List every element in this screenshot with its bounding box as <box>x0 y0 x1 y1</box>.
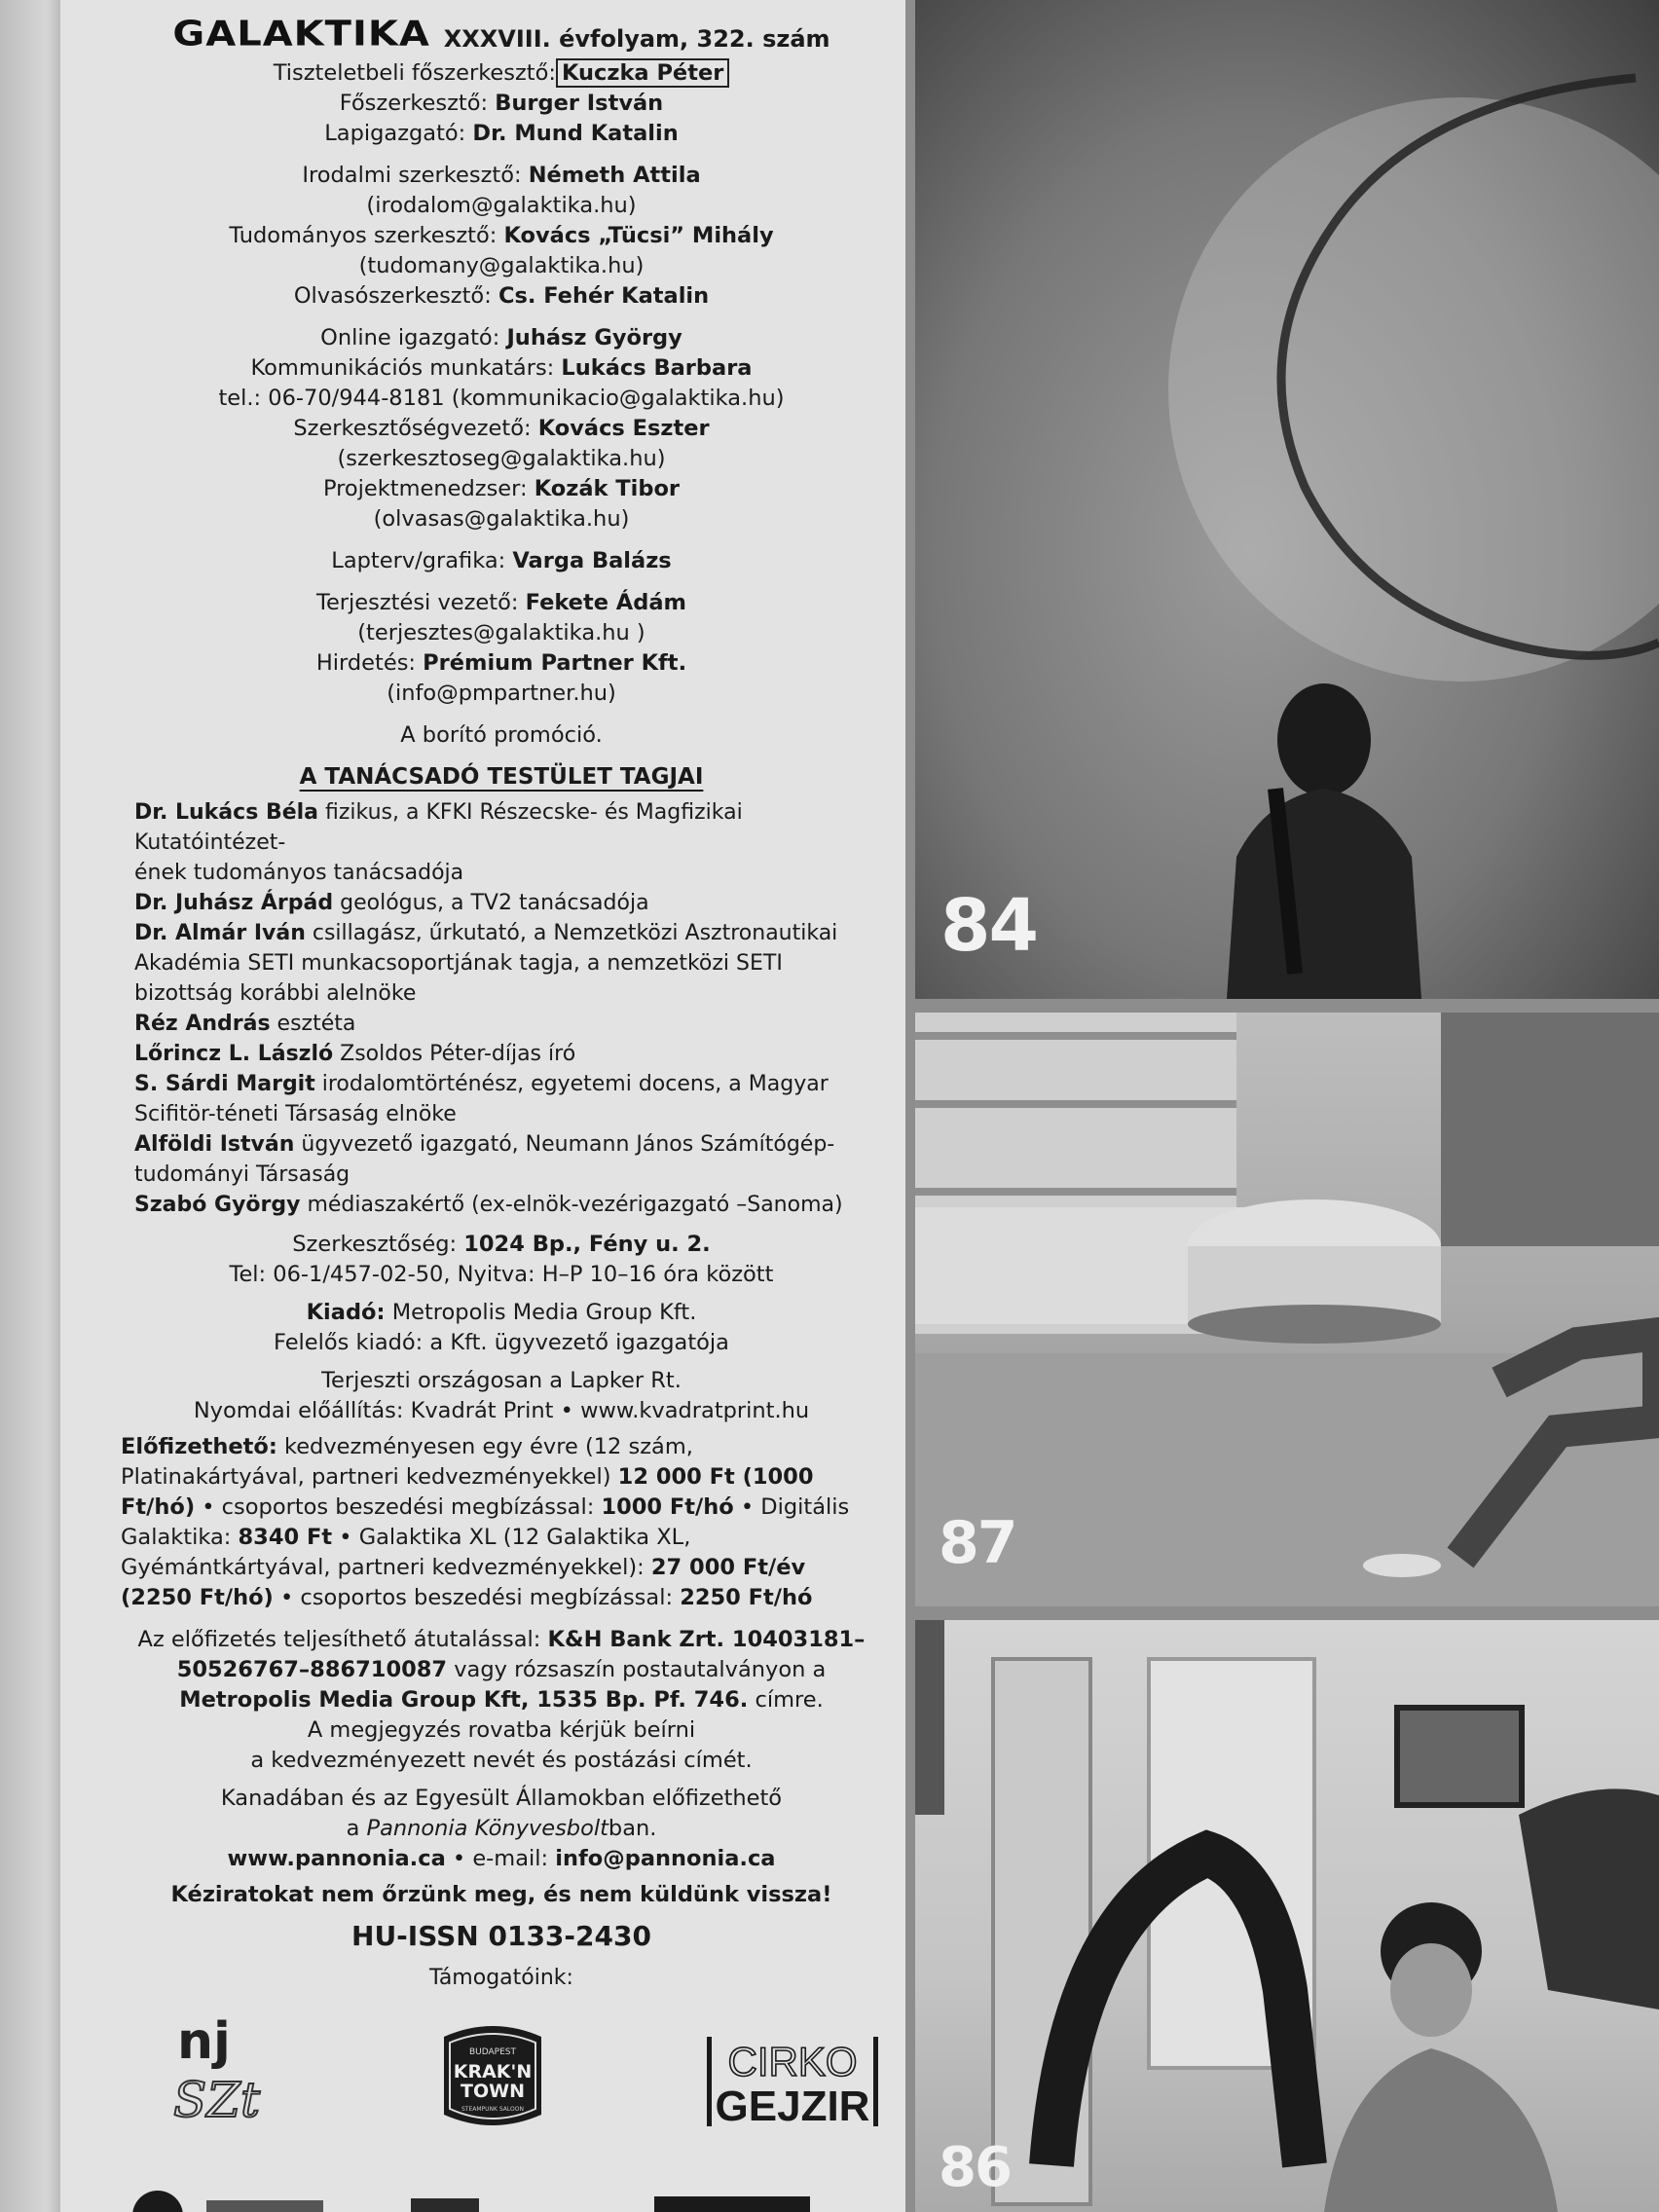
staff-communications: Kommunikációs munkatárs: Lukács Barbara <box>250 355 753 381</box>
pannonia-email-link[interactable]: info@pannonia.ca <box>555 1846 776 1871</box>
office-phone: Tel: 06-1/457-02-50, Nyitva: H–P 10–16 óra között <box>229 1262 774 1287</box>
board-member: Réz András esztéta <box>134 1012 356 1036</box>
imprint-column <box>60 0 905 2212</box>
cropped-logo-strip <box>60 2183 905 2212</box>
staff-project-email: (olvasas@galaktika.hu) <box>373 506 630 532</box>
pannonia-link[interactable]: www.pannonia.ca <box>227 1846 446 1871</box>
issn: HU-ISSN 0133-2430 <box>351 1920 651 1952</box>
staff-project-manager: Projektmenedzser: Kozák Tibor <box>322 476 681 501</box>
staff-science-editor: Tudományos szerkesztő: Kovács „Tücsi” Mihály <box>229 223 774 248</box>
staff-office-manager: Szerkesztőségvezető: Kovács Eszter <box>293 416 710 441</box>
printing: Nyomdai előállítás: Kvadrát Print • www.kvadratprint.hu <box>193 1398 810 1423</box>
staff-advertising-email: (info@pmpartner.hu) <box>387 681 616 706</box>
staff-distribution-head: Terjesztési vezető: Fekete Ádám <box>316 590 686 615</box>
distribution: Terjeszti országosan a Lapker Rt. <box>321 1368 682 1393</box>
staff-list <box>121 58 882 790</box>
staff-distribution-email: (terjesztes@galaktika.hu ) <box>357 620 645 645</box>
board-member: Alföldi István ügyvezető igazgató, Neumann János Számítógép-tudományi Társaság <box>134 1132 835 1187</box>
nj-szt-logo <box>169 2008 296 2134</box>
abroad-contact: www.pannonia.ca • e-mail: info@pannonia.ca <box>227 1846 776 1871</box>
payment-note: A megjegyzés rovatba kérjük beírni <box>307 1717 696 1743</box>
staff-honorary-editor: Tiszteletbeli főszerkesztő: Kuczka Péter <box>121 58 882 89</box>
photo-84-image <box>915 0 1659 999</box>
svg-text:BUDAPEST: BUDAPEST <box>468 2047 517 2057</box>
manuscripts-notice: Kéziratokat nem őrzünk meg, és nem küldünk vissza! <box>170 1882 832 1907</box>
cover-note: A borító promóció. <box>400 722 603 748</box>
photo-nursery-scene[interactable] <box>915 1013 1659 1606</box>
board-title: A TANÁCSADÓ TESTÜLET TAGJAI <box>299 764 704 790</box>
staff-copy-editor: Olvasószerkesztő: Cs. Fehér Katalin <box>293 283 710 309</box>
svg-text:TOWN: TOWN <box>461 2081 525 2102</box>
board-member: S. Sárdi Margit irodalomtörténész, egyetemi docens, a Magyar Scifitör-téneti Társaság elnöke <box>134 1072 829 1126</box>
page-number-84: 84 <box>940 884 1037 968</box>
subscription-info: Előfizethető: kedvezményesen egy évre (12 szám, Platinakártyával, partneri kedvezményekkel) 12 000 Ft (1000 Ft/hó) • csoportos beszedési megbízással: 1000 Ft/hó • Digitális Galaktika: 8340 Ft • Galaktika XL (12 Galaktika XL, Gyémántkártyával, partneri kedvezményekkel): 27 000 Ft/év (2250 Ft/hó) • csoportos beszedési megbízással: 2250 Ft/hó <box>121 1434 850 1610</box>
publisher-responsible: Felelős kiadó: a Kft. ügyvezető igazgatója <box>274 1330 729 1355</box>
payment-note: a kedvezményezett nevét és postázási címét. <box>250 1748 753 1773</box>
abroad-info: Kanadában és az Egyesült Államokban előfizethető <box>220 1786 783 1811</box>
photo-woman-with-drawing[interactable] <box>915 0 1659 999</box>
staff-literary-email: (irodalom@galaktika.hu) <box>366 193 637 218</box>
board-member: Dr. Lukács Béla fizikus, a KFKI Részecske- és Magfizikai Kutatóintézet- ének tudományos tanácsadója <box>134 800 743 885</box>
staff-editor-in-chief: Főszerkesztő: Burger István <box>339 91 664 116</box>
photo-86-image <box>915 1620 1659 2212</box>
board-member: Szabó György médiaszakértő (ex-elnök-vezérigazgató –Sanoma) <box>134 1193 843 1217</box>
masthead <box>121 12 882 56</box>
staff-literary-editor: Irodalmi szerkesztő: Németh Attila <box>302 163 701 188</box>
payment-info: Az előfizetés teljesíthető átutalással: K&H Bank Zrt. 10403181–50526767–886710087 vagy rózsaszín postautalványon a Metropolis Media Group Kft, 1535 Bp. Pf. 746. címre. A megjegyzés rovatba kérjük beírni a kedvezményezett nevét és postázási címét. Kanadában és az Egyesült Államokban előfizethető a Pannonia Könyvesboltban. www.pannonia.ca • e-mail: info@pannonia.ca Kéziratokat nem őrzünk meg, és nem küldünk vissza! HU-ISSN 0133-2430 Támogatóink: <box>121 1625 882 1990</box>
sponsor-logos <box>121 2008 882 2144</box>
office-address: Szerkesztőség: 1024 Bp., Fény u. 2. <box>292 1232 711 1257</box>
svg-text:nj: nj <box>177 2012 231 2071</box>
staff-office-email: (szerkesztoseg@galaktika.hu) <box>337 446 666 471</box>
photo-87-image <box>915 1013 1659 1606</box>
svg-text:GEJZIR: GEJZIR <box>715 2083 870 2128</box>
board-member: Dr. Juhász Árpád geológus, a TV2 tanácsadója <box>134 891 649 915</box>
staff-director: Lapigazgató: Dr. Mund Katalin <box>324 121 679 146</box>
staff-advertising: Hirdetés: Prémium Partner Kft. <box>315 650 687 676</box>
contact-block <box>121 1230 882 1426</box>
issue-number: XXXVIII. évfolyam, 322. szám <box>443 25 830 53</box>
cut-off-logos <box>60 2183 905 2212</box>
kraken-town-logo <box>434 2017 551 2134</box>
cirko-gejzir-logo <box>705 2035 880 2128</box>
staff-communications-contact: tel.: 06-70/944-8181 (kommunikacio@galaktika.hu) <box>218 386 785 411</box>
board-member: Lőrincz L. László Zsoldos Péter-díjas író <box>134 1042 576 1066</box>
publisher: Kiadó: Metropolis Media Group Kft. <box>306 1300 697 1325</box>
staff-layout-design: Lapterv/grafika: Varga Balázs <box>331 548 672 573</box>
staff-science-email: (tudomany@galaktika.hu) <box>358 253 645 278</box>
board-member: Dr. Almár Iván csillagász, űrkutató, a Nemzetközi Asztronautikai Akadémia SETI munkacsoportjának tagja, a nemzetközi SETI bizottság korábbi alelnöke <box>134 921 838 1006</box>
svg-text:KRAK'N: KRAK'N <box>453 2061 533 2083</box>
photo-robot-arm-lab[interactable] <box>915 1620 1659 2212</box>
page-number-87: 87 <box>939 1509 1016 1577</box>
svg-text:STEAMPUNK SALOON: STEAMPUNK SALOON <box>461 2106 524 2113</box>
staff-online-director: Online igazgató: Juhász György <box>320 325 682 350</box>
galaktika-logo: GALAKTIKA <box>172 14 430 55</box>
sponsors-title: Támogatóink: <box>429 1966 573 1990</box>
advisory-board <box>121 797 882 1220</box>
svg-text:SZt: SZt <box>173 2072 261 2128</box>
page-number-86: 86 <box>939 2136 1011 2199</box>
abroad-shop: a Pannonia Könyvesboltban. <box>346 1816 657 1841</box>
svg-text:CIRKO: CIRKO <box>727 2039 858 2084</box>
